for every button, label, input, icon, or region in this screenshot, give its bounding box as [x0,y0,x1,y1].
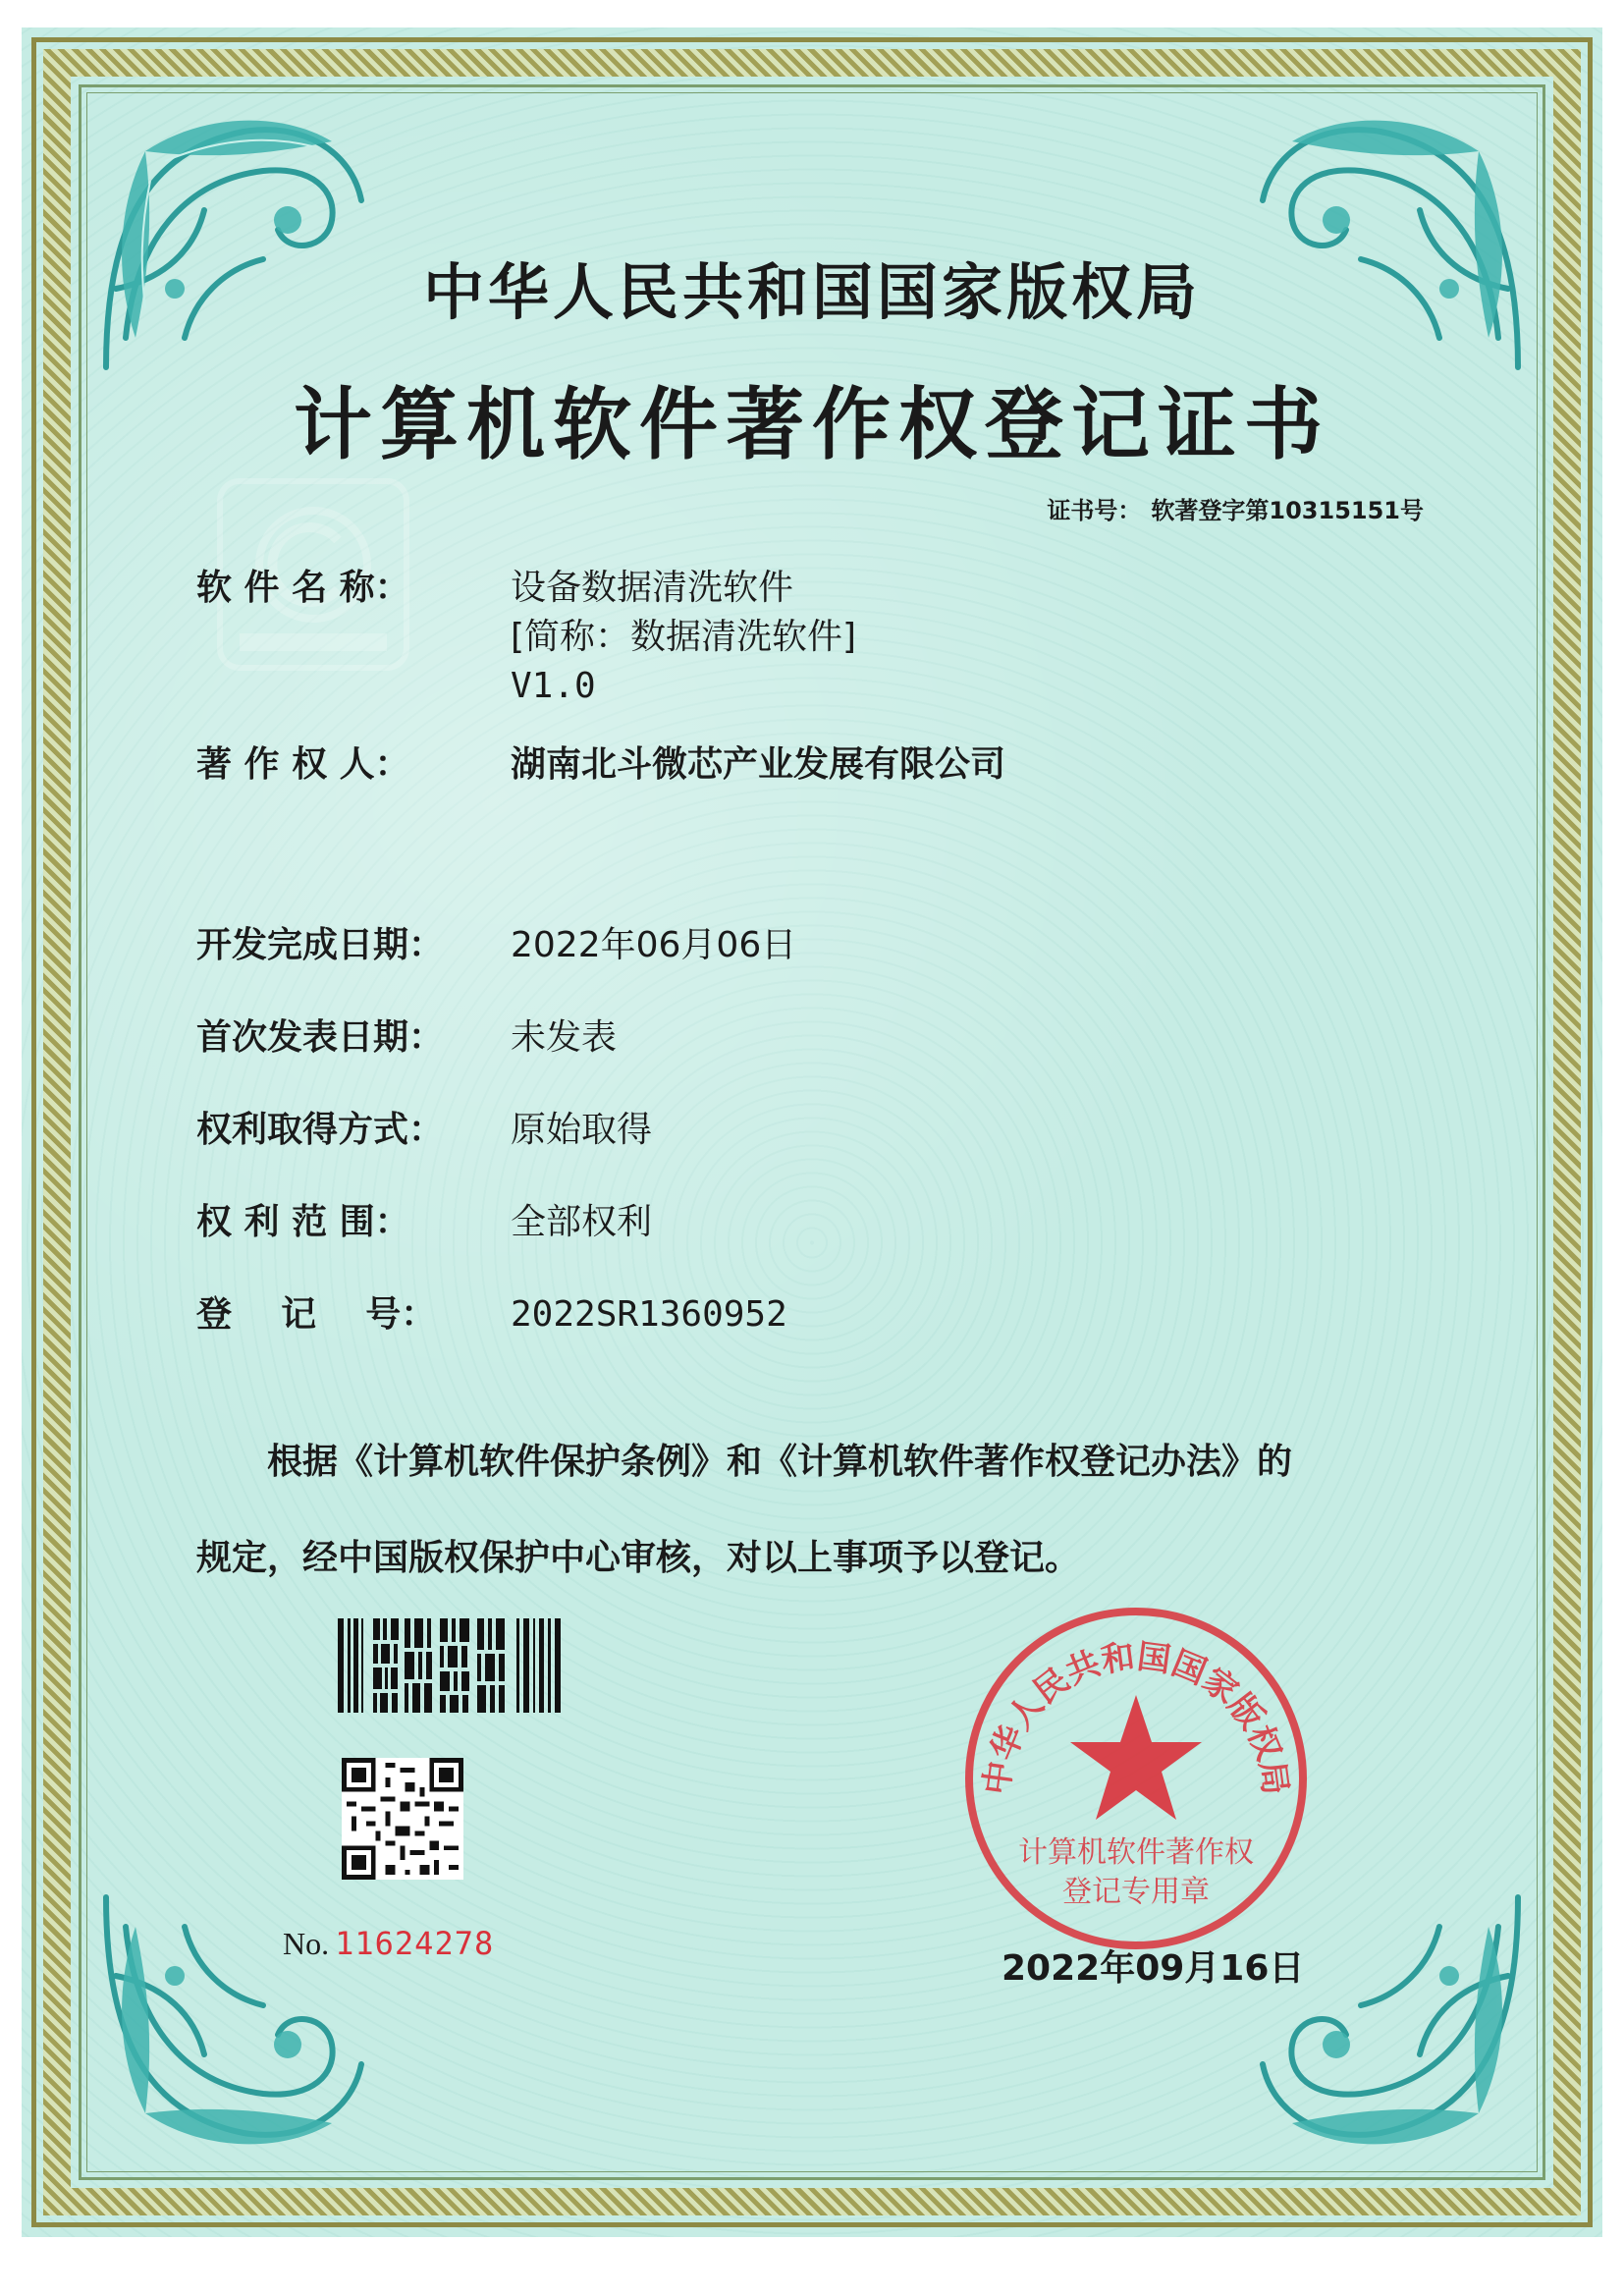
seal-star-icon [1070,1695,1202,1820]
corner-ornament-bottom-left [86,1878,381,2172]
registration-number-value: 2022SR1360952 [511,1294,787,1335]
scope-of-rights-label: 权 利 范 围： [196,1202,410,1242]
certificate [22,27,1602,2237]
serial-value: 11624278 [335,1925,495,1962]
serial-prefix: No. [283,1926,330,1961]
seal-inner-line2: 登记专用章 [1062,1875,1210,1909]
acquisition-method-label: 权利取得方式： [196,1110,445,1150]
software-name-line2: [简称：数据清洗软件] [511,617,857,657]
corner-ornament-top-left [86,92,381,387]
serial-number [283,1925,494,1962]
qr-code [342,1758,463,1880]
software-name-line1: 设备数据清洗软件 [511,568,794,608]
certificate-number-label: 证书号： [1047,497,1142,524]
statement-line2: 规定，经中国版权保护中心审核，对以上事项予以登记。 [196,1538,1081,1578]
completion-date-value: 2022年06月06日 [511,925,797,965]
issuer-title: 中华人民共和国国家版权局 [422,256,1201,328]
certificate-number-value: 软著登字第10315151号 [1151,497,1424,524]
acquisition-method-value: 原始取得 [511,1110,653,1150]
first-publication-value: 未发表 [511,1017,618,1058]
barcode [338,1618,566,1713]
certificate-title: 计算机软件著作权登记证书 [294,378,1330,470]
corner-ornament-top-right [1243,92,1538,387]
copyright-holder-value: 湖南北斗微芯产业发展有限公司 [511,744,1006,785]
software-version: V1.0 [511,666,596,706]
completion-date-label: 开发完成日期： [196,925,445,965]
registration-number-label: 登 记 号： [196,1294,437,1335]
certificate-number [1047,491,1424,525]
official-seal [954,1597,1318,1960]
statement-line1: 根据《计算机软件保护条例》和《计算机软件著作权登记办法》的 [267,1442,1293,1482]
seal-inner-line1: 计算机软件著作权 [1018,1835,1254,1870]
first-publication-label: 首次发表日期： [196,1017,445,1058]
issue-date: 2022年09月16日 [1001,1948,1305,1989]
copyright-holder-label: 著 作 权 人： [196,744,410,785]
registration-statement [196,1414,1453,1607]
scope-of-rights-value: 全部权利 [511,1202,653,1242]
software-name-value [511,564,856,711]
seal-outer-text: 中华人民共和国国家版权局 [977,1637,1295,1797]
software-name-label: 软 件 名 称： [196,568,410,608]
